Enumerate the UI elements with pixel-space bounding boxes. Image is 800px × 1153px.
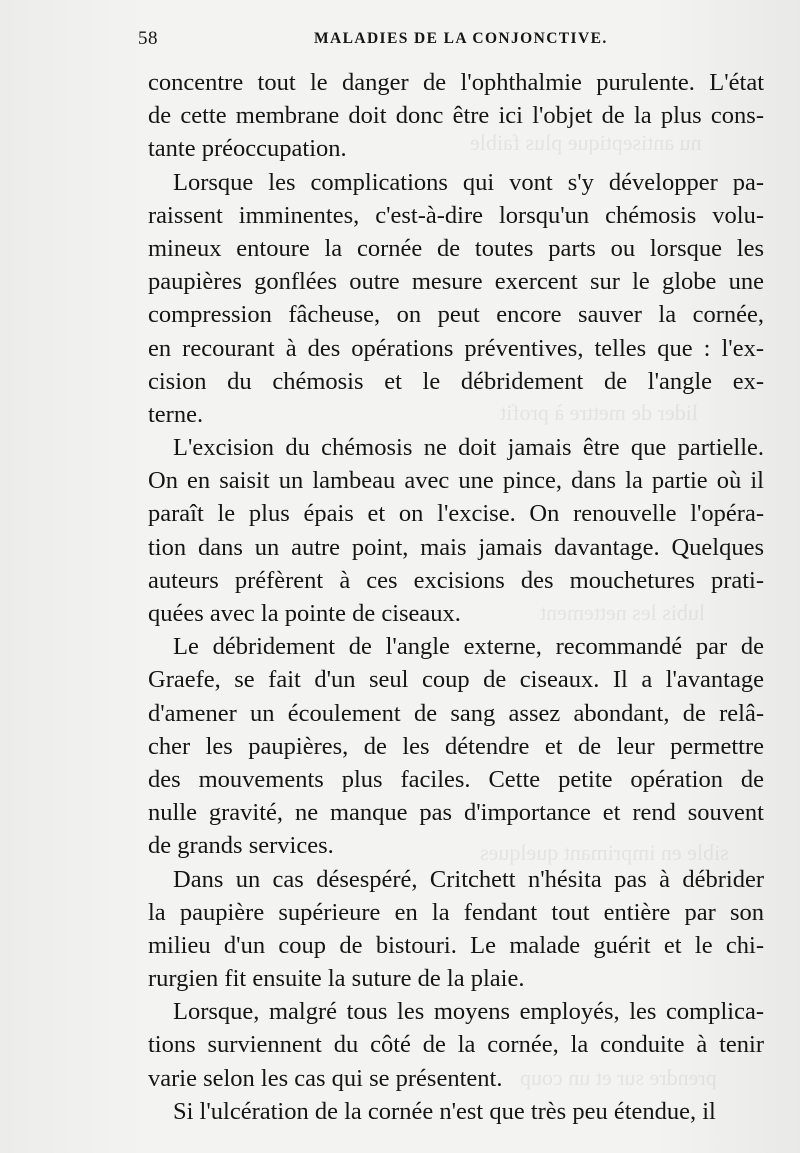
text-line: la paupière supérieure en la fendant tout entière par son [148,898,764,926]
paragraph [148,66,764,166]
text-line: Dans un cas désespéré, Critchett n'hésita pas à débrider [173,865,764,893]
text-line: tante préoccupation. [148,135,347,163]
text-line: paupières gonflées outre mesure exercent sur le globe une [148,268,764,296]
text-line: paraît le plus épais et on l'excise. On renouvelle l'opéra- [148,500,764,528]
bleed-through-text: lider de mettre à profit [500,400,698,425]
text-line: L'excision du chémosis ne doit jamais être que partielle. [173,434,764,462]
text-line: des mouvements plus faciles. Cette petite opération de [148,765,764,793]
paragraph [148,1095,764,1128]
text-line: en recourant à des opérations préventives, telles que : l'ex- [148,334,764,362]
text-line: de cette membrane doit donc être ici l'objet de la plus cons- [148,102,764,130]
body-text [148,66,764,1128]
text-line: Si l'ulcération de la cornée n'est que très peu étendue, il [173,1097,716,1125]
text-line: mineux entoure la cornée de toutes parts ou lorsque les [148,234,764,262]
text-line: quées avec la pointe de ciseaux. [148,600,461,627]
text-line: auteurs préfèrent à ces excisions des mouchetures prati- [148,566,764,594]
paragraph [148,630,764,862]
text-line: compression fâcheuse, on peut encore sauver la cornée, [148,301,764,329]
page-header [138,28,764,52]
text-line: concentre tout le danger de l'ophthalmie purulente. L'état [148,69,764,96]
text-line: cher les paupières, de les détendre et de leur permettre [148,732,764,760]
text-line: Le débridement de l'angle externe, recommandé par de [173,633,764,661]
text-line: milieu d'un coup de bistouri. Le malade guérit et le chi- [148,931,764,959]
paragraph [148,166,764,432]
text-line: d'amener un écoulement de sang assez abondant, de relâ- [148,699,764,727]
bleed-through-text: sible en imprimant quelques [480,840,729,865]
text-line: Lorsque les complications qui vont s'y développer pa- [173,168,764,196]
text-line: tion dans un autre point, mais jamais davantage. Quelques [148,533,764,561]
text-line: de grands services. [148,832,334,860]
text-line: Graefe, se fait d'un seul coup de ciseaux. Il a l'avantage [148,666,764,694]
page-number: 58 [138,28,158,49]
text-line: On en saisit un lambeau avec une pince, dans la partie où il [148,467,764,495]
text-line: raissent imminentes, c'est-à-dire lorsqu'un chémosis volu- [148,201,764,229]
text-line: Lorsque, malgré tous les moyens employés, les complica- [173,998,764,1026]
text-line: tions surviennent du côté de la cornée, la conduite à tenir [148,1031,764,1059]
text-line: rurgien fit ensuite la suture de la plaie. [148,965,525,993]
text-line: terne. [148,400,204,428]
bleed-through-text: prendre sur et un coup [520,1065,717,1090]
paragraph [148,863,764,996]
running-title: MALADIES DE LA CONJONCTIVE. [314,30,608,47]
paragraph [148,995,764,1095]
paragraph [148,431,764,630]
text-line: nulle gravité, ne manque pas d'importance et rend souvent [148,799,764,827]
bleed-through-text: nu antiseptique plus faible [470,130,702,155]
text-line: cision du chémosis et le débridement de l'angle ex- [148,367,764,395]
bleed-through-text: lubis les nettement [540,600,705,625]
text-line: varie selon les cas qui se présentent. [148,1064,503,1092]
